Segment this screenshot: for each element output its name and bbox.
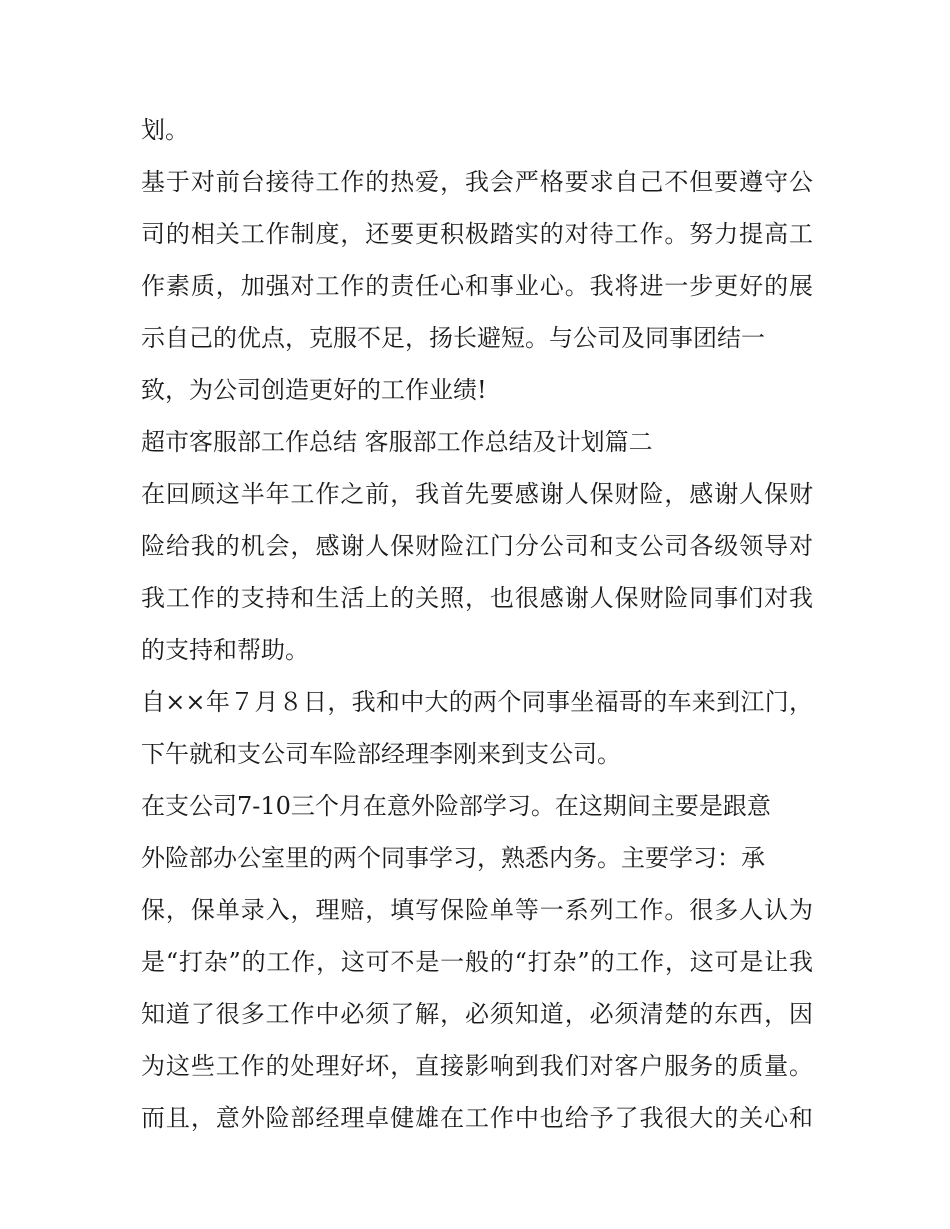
section-heading: 超市客服部工作总结 客服部工作总结及计划篇二 xyxy=(141,428,653,456)
text-line: 自××年７月８日，我和中大的两个同事坐福哥的车来到江门， xyxy=(141,688,813,716)
text-line: 我工作的支持和生活上的关照，也很感谢人保财险同事们对我 xyxy=(141,584,813,612)
text-line: 外险部办公室里的两个同事学习，熟悉内务。主要学习：承 xyxy=(141,844,765,872)
text-line: 基于对前台接待工作的热爱，我会严格要求自己不但要遵守公 xyxy=(141,168,813,196)
text-line: 的支持和帮助。 xyxy=(141,636,309,664)
text-line: 作素质，加强对工作的责任心和事业心。我将进一步更好的展 xyxy=(141,272,813,300)
document-body xyxy=(141,104,813,1144)
text-line: 而且，意外险部经理卓健雄在工作中也给予了我很大的关心和 xyxy=(141,1104,813,1132)
text-line: 下午就和支公司车险部经理李刚来到支公司。 xyxy=(141,740,621,768)
text-line: 划。 xyxy=(141,116,189,144)
text-line: 知道了很多工作中必须了解，必须知道，必须清楚的东西，因 xyxy=(141,1000,813,1028)
text-line: 险给我的机会，感谢人保财险江门分公司和支公司各级领导对 xyxy=(141,532,813,560)
text-line: 致，为公司创造更好的工作业绩! xyxy=(141,376,487,404)
text-line: 是“打杂”的工作，这可不是一般的“打杂”的工作，这可是让我 xyxy=(141,948,813,976)
text-line: 司的相关工作制度，还要更积极踏实的对待工作。努力提高工 xyxy=(141,220,813,248)
text-line: 为这些工作的处理好坏，直接影响到我们对客户服务的质量。 xyxy=(141,1052,813,1080)
text-line: 保，保单录入，理赔，填写保险单等一系列工作。很多人认为 xyxy=(141,896,813,924)
text-line: 在回顾这半年工作之前，我首先要感谢人保财险，感谢人保财 xyxy=(141,480,813,508)
text-line: 示自己的优点，克服不足，扬长避短。与公司及同事团结一 xyxy=(141,324,765,352)
text-line: 在支公司7-10三个月在意外险部学习。在这期间主要是跟意 xyxy=(141,792,771,820)
